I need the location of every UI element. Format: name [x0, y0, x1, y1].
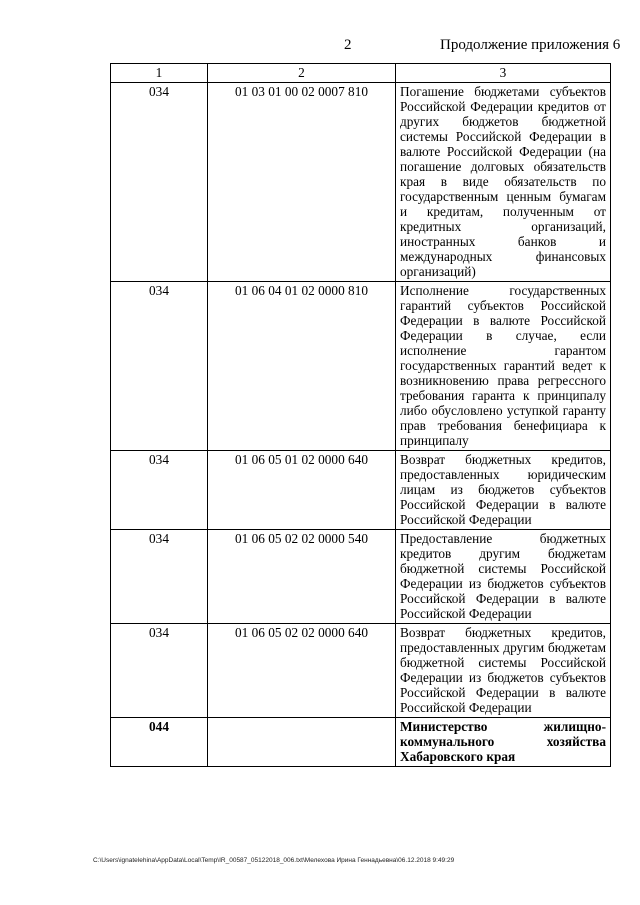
- description-cell: Погашение бюджетами субъектов Российской Федерации кредитов от других бюджетов бюджетной системы Российской Федерации в валюте Российской Федерации (на погашение долговых обязательств края в виде обязательств по государственным ценным бумагам и кредитам, полученным от кредитных организаций, иностранных банков и международных финансовых организаций): [396, 83, 611, 282]
- description-cell: Возврат бюджетных кредитов, предоставленных юридическим лицам из бюджетов субъектов Российской Федерации в валюте Российской Федерации: [396, 451, 611, 530]
- column-header-1: 1: [111, 64, 208, 83]
- admin-code-cell: 034: [111, 451, 208, 530]
- description-cell: Возврат бюджетных кредитов, предоставленных другим бюджетам бюджетной системы Российской Федерации из бюджетов субъектов Российской Федерации в валюте Российской Федерации: [396, 624, 611, 718]
- budget-codes-table: [110, 63, 611, 767]
- admin-code-cell: 034: [111, 83, 208, 282]
- admin-code-cell: 034: [111, 624, 208, 718]
- budget-code-cell: 01 03 01 00 02 0007 810: [208, 83, 396, 282]
- table-row: [111, 624, 611, 718]
- table-row: [111, 83, 611, 282]
- ministry-name-cell: Министерство жилищно-коммунального хозяйства Хабаровского края: [396, 718, 611, 767]
- budget-code-cell: 01 06 05 02 02 0000 540: [208, 530, 396, 624]
- table-row-ministry: [111, 718, 611, 767]
- continuation-caption: Продолжение приложения 6: [440, 37, 621, 53]
- column-header-3: 3: [396, 64, 611, 83]
- table-row: [111, 451, 611, 530]
- budget-code-cell: [208, 718, 396, 767]
- admin-code-cell: 034: [111, 530, 208, 624]
- table-row: [111, 282, 611, 451]
- page-number: 2: [344, 37, 352, 53]
- admin-code-cell: 044: [111, 718, 208, 767]
- budget-code-cell: 01 06 05 02 02 0000 640: [208, 624, 396, 718]
- footer-file-path: C:\Users\ignatelehina\AppData\Local\Temp\IR_00587_05122018_006.txt\Мелехова Ирина Геннадьевна\06.12.2018 9:49:29: [93, 857, 455, 864]
- column-header-2: 2: [208, 64, 396, 83]
- description-cell: Предоставление бюджетных кредитов другим бюджетам бюджетной системы Российской Федерации из бюджетов субъектов Российской Федерации в валюте Российской Федерации: [396, 530, 611, 624]
- table-header-row: [111, 64, 611, 83]
- table-row: [111, 530, 611, 624]
- budget-code-cell: 01 06 04 01 02 0000 810: [208, 282, 396, 451]
- description-cell: Исполнение государственных гарантий субъектов Российской Федерации в валюте Российской Федерации в случае, если исполнение гарантом государственных гарантий ведет к возникновению права регрессного требования гаранта к принципалу либо обусловлено уступкой гаранту прав требования бенефициара к принципалу: [396, 282, 611, 451]
- admin-code-cell: 034: [111, 282, 208, 451]
- budget-code-cell: 01 06 05 01 02 0000 640: [208, 451, 396, 530]
